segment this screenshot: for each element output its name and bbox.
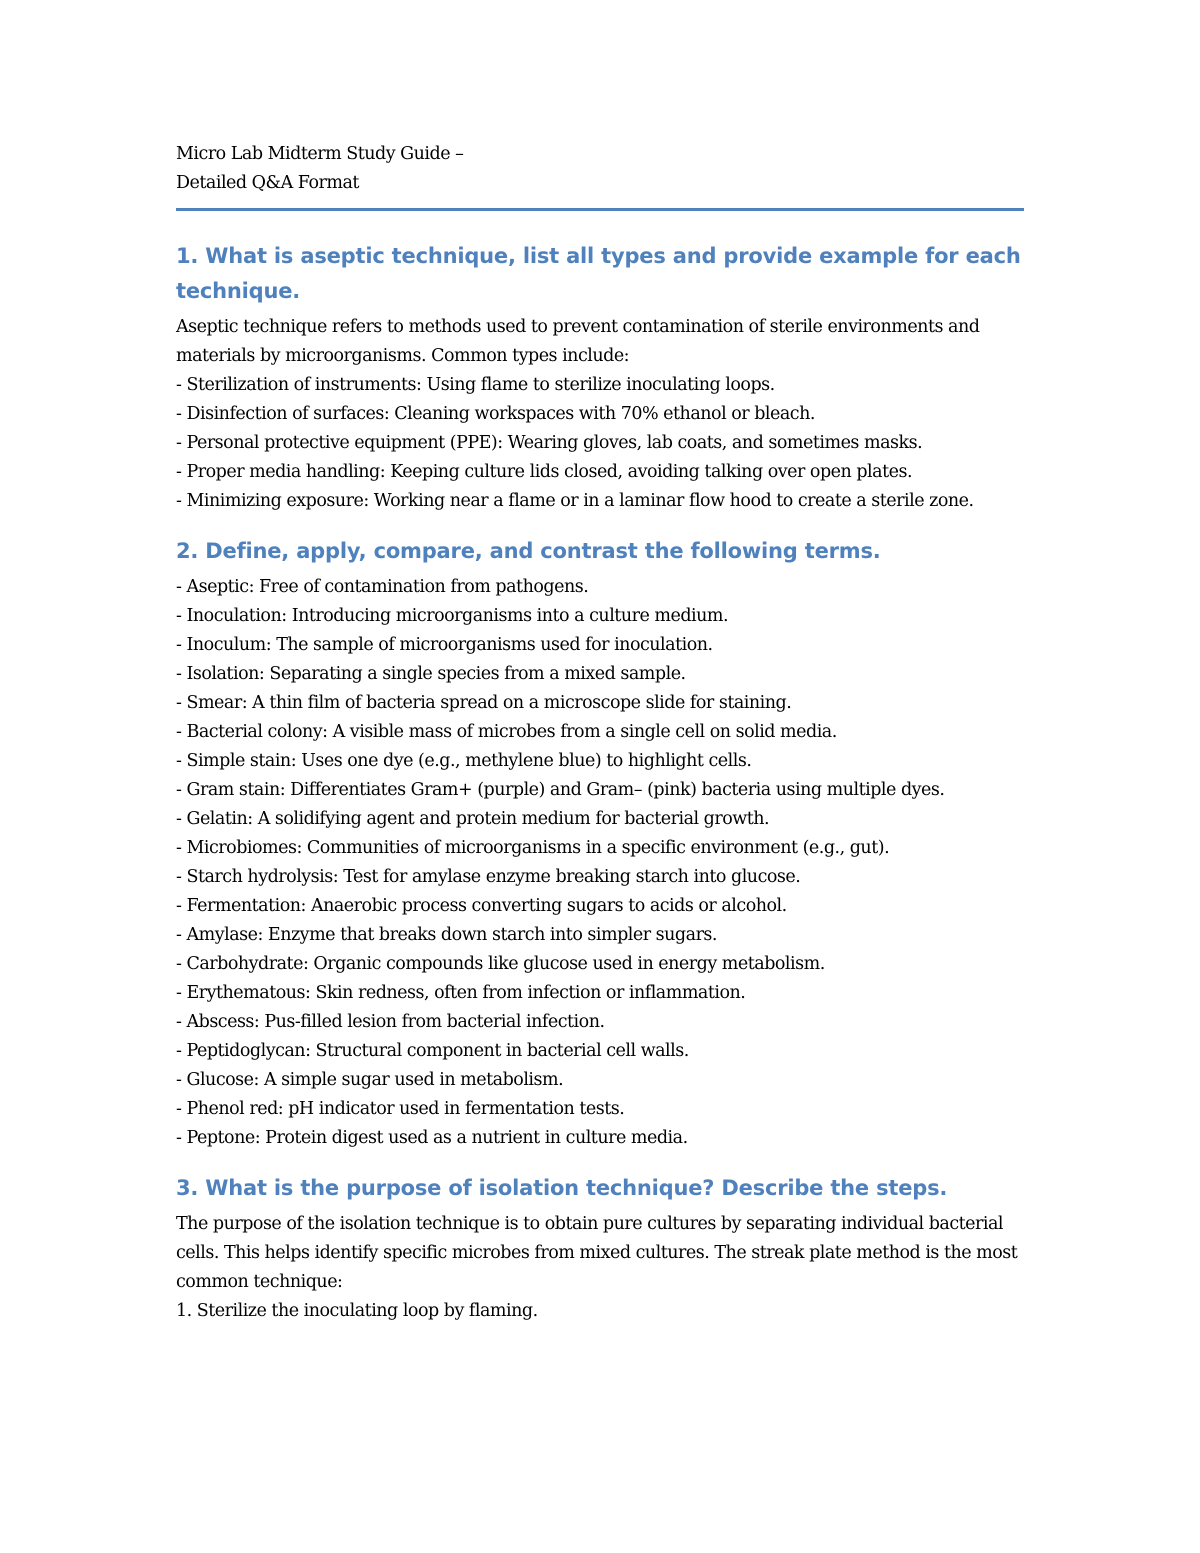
list-item: - Abscess: Pus-filled lesion from bacterial infection. [176,1012,605,1032]
list-item: - Minimizing exposure: Working near a flame or in a laminar flow hood to create a sterile zone. [176,491,974,511]
list-item: - Proper media handling: Keeping culture lids closed, avoiding talking over open plates. [176,462,913,482]
title-line-1: Micro Lab Midterm Study Guide – [176,144,464,164]
list-item: - Carbohydrate: Organic compounds like glucose used in energy metabolism. [176,954,825,974]
list-item: - Microbiomes: Communities of microorganisms in a specific environment (e.g., gut). [176,838,890,858]
section-heading: 2. Define, apply, compare, and contrast the following terms. [176,539,881,563]
list-item: - Simple stain: Uses one dye (e.g., methylene blue) to highlight cells. [176,751,752,771]
list-item: - Peptone: Protein digest used as a nutrient in culture media. [176,1128,688,1148]
list-item: - Sterilization of instruments: Using flame to sterilize inoculating loops. [176,375,775,395]
list-item: - Peptidoglycan: Structural component in bacterial cell walls. [176,1041,689,1061]
section-heading: 1. What is aseptic technique, list all types and provide example for each technique. [176,244,1021,303]
list-item: - Amylase: Enzyme that breaks down starch into simpler sugars. [176,925,717,945]
title-line-2: Detailed Q&A Format [176,173,359,193]
document-page [176,140,1026,1344]
list-item: - Aseptic: Free of contamination from pathogens. [176,577,589,597]
document-title [176,140,1026,198]
section-intro: Aseptic technique refers to methods used to prevent contamination of sterile environments and materials by microorganisms. Common types include: [176,317,980,366]
list-item: - Phenol red: pH indicator used in fermentation tests. [176,1099,625,1119]
list-item: - Fermentation: Anaerobic process converting sugars to acids or alcohol. [176,896,787,916]
section-heading: 3. What is the purpose of isolation technique? Describe the steps. [176,1176,948,1200]
list-item: - Glucose: A simple sugar used in metabolism. [176,1070,564,1090]
list-item: - Personal protective equipment (PPE): Wearing gloves, lab coats, and sometimes masks. [176,433,923,453]
list-item: - Inoculum: The sample of microorganisms used for inoculation. [176,635,713,655]
list-item: - Smear: A thin film of bacteria spread on a microscope slide for staining. [176,693,792,713]
list-item: - Isolation: Separating a single species from a mixed sample. [176,664,686,684]
title-divider [176,208,1024,211]
section-intro: The purpose of the isolation technique is to obtain pure cultures by separating individual bacterial cells. This helps identify specific microbes from mixed cultures. The streak plate method is the most common technique: [176,1214,1018,1292]
list-item: - Erythematous: Skin redness, often from infection or inflammation. [176,983,746,1003]
list-item: - Bacterial colony: A visible mass of microbes from a single cell on solid media. [176,722,837,742]
list-item: - Gelatin: A solidifying agent and protein medium for bacterial growth. [176,809,770,829]
list-item: - Inoculation: Introducing microorganisms into a culture medium. [176,606,729,626]
list-item: - Starch hydrolysis: Test for amylase enzyme breaking starch into glucose. [176,867,801,887]
section-3 [176,1171,1026,1326]
list-item: 1. Sterilize the inoculating loop by flaming. [176,1301,538,1321]
section-2 [176,534,1026,1153]
list-item: - Disinfection of surfaces: Cleaning workspaces with 70% ethanol or bleach. [176,404,815,424]
section-1 [176,239,1026,516]
list-item: - Gram stain: Differentiates Gram+ (purple) and Gram– (pink) bacteria using multiple dyes. [176,780,945,800]
